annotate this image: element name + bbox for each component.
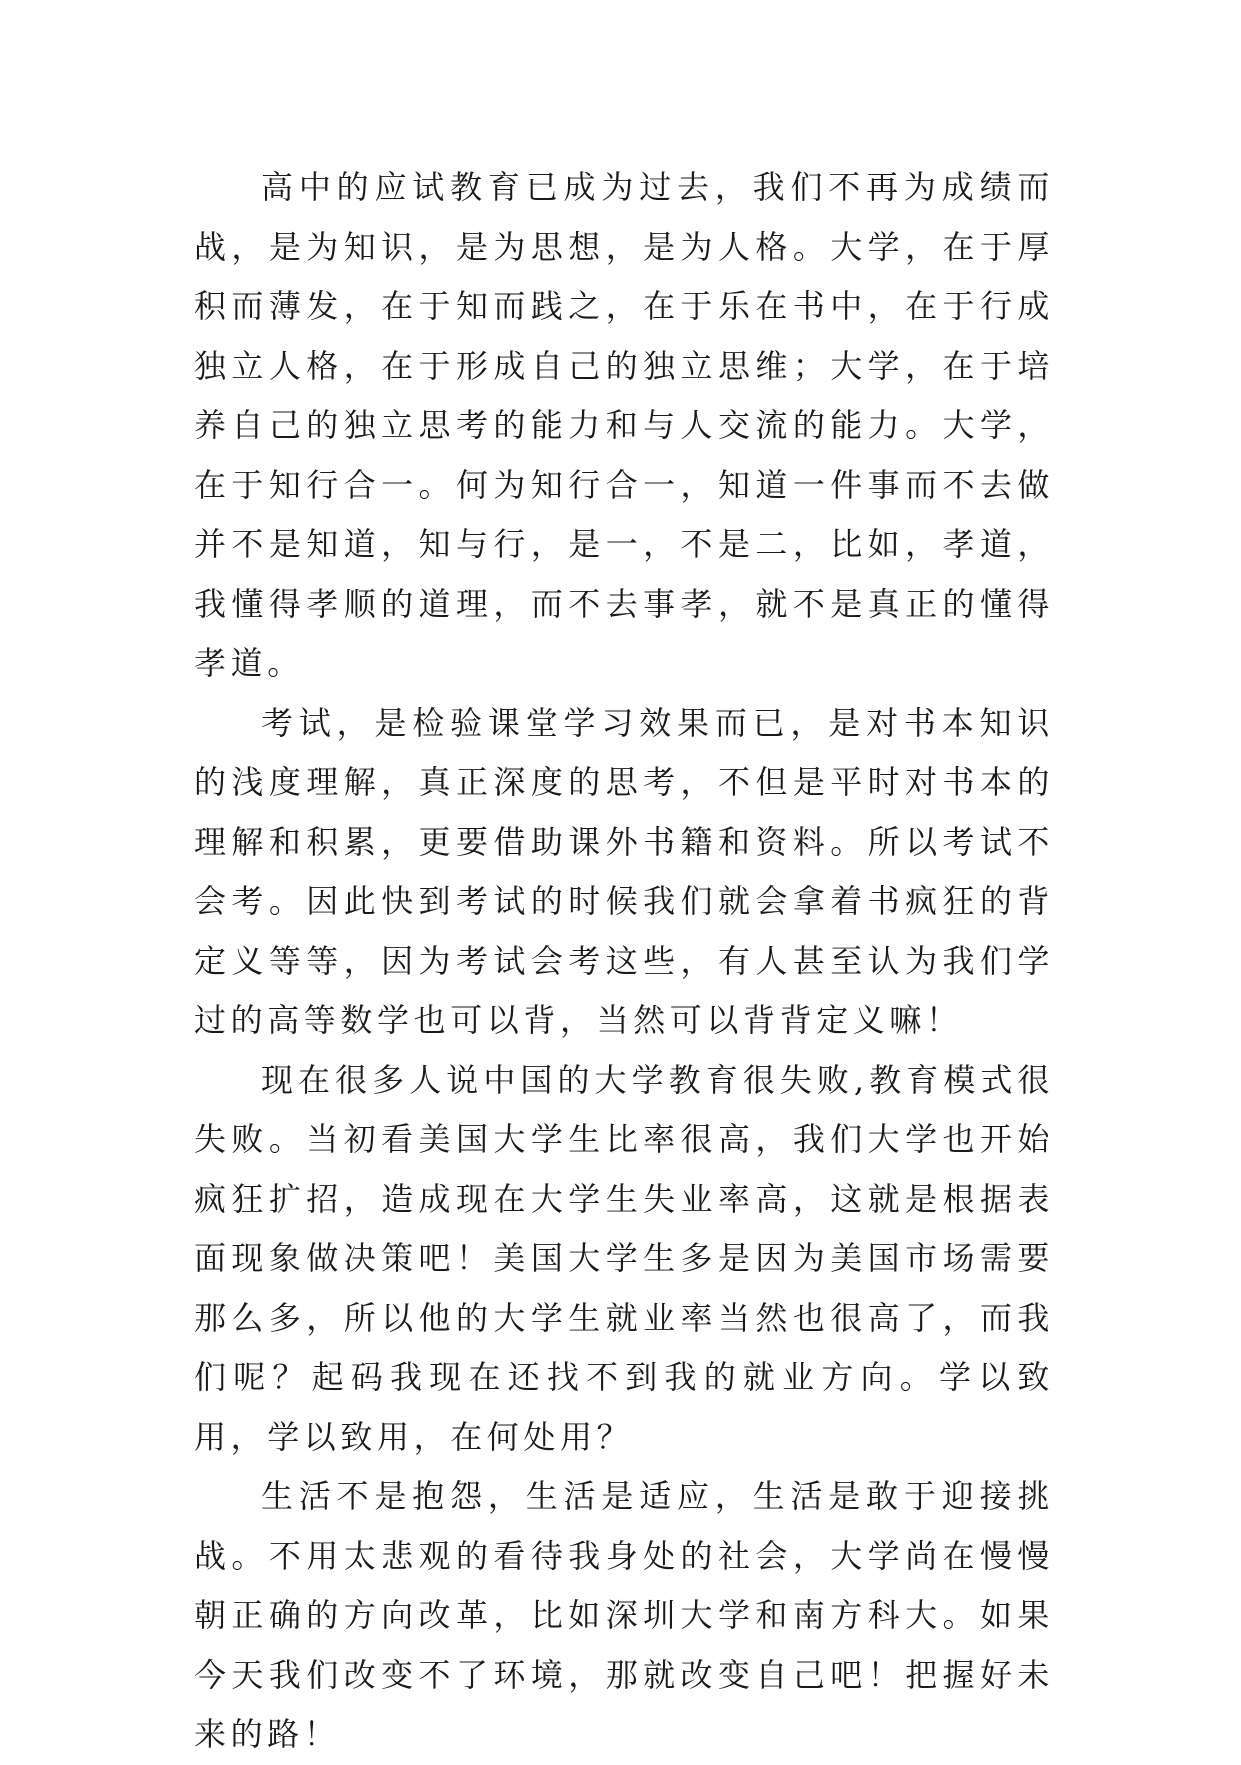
paragraph-2: 考试，是检验课堂学习效果而已，是对书本知识的浅度理解，真正深度的思考，不但是平时对书本的理解和积累，更要借助课外书籍和资料。所以考试不会考。因此快到考试的时候我们就会拿着书疯狂的背定义等等，因为考试会考这些，有人甚至认为我们学过的高等数学也可以背，当然可以背背定义嘛！ (194, 703, 1054, 1039)
paragraph-3: 现在很多人说中国的大学教育很失败,教育模式很失败。当初看美国大学生比率很高，我们大学也开始疯狂扩招，造成现在大学生失业率高，这就是根据表面现象做决策吧！美国大学生多是因为美国市场需要那么多，所以他的大学生就业率当然也很高了，而我们呢？起码我现在还找不到我的就业方向。学以致用，学以致用，在何处用？ (194, 1060, 1054, 1456)
paragraph-4: 生活不是抱怨，生活是适应，生活是敢于迎接挑战。不用太悲观的看待我身处的社会，大学尚在慢慢朝正确的方向改革，比如深圳大学和南方科大。如果今天我们改变不了环境，那就改变自己吧！把握好未来的路！ (194, 1477, 1054, 1753)
paragraph-1: 高中的应试教育已成为过去，我们不再为成绩而战，是为知识，是为思想，是为人格。大学，在于厚积而薄发，在于知而践之，在于乐在书中，在于行成独立人格，在于形成自己的独立思维；大学，在于培养自己的独立思考的能力和与人交流的能力。大学，在于知行合一。何为知行合一，知道一件事而不去做并不是知道，知与行，是一，不是二，比如，孝道，我懂得孝顺的道理，而不去事孝，就不是真正的懂得孝道。 (194, 168, 1054, 682)
document-body (194, 158, 1054, 1765)
